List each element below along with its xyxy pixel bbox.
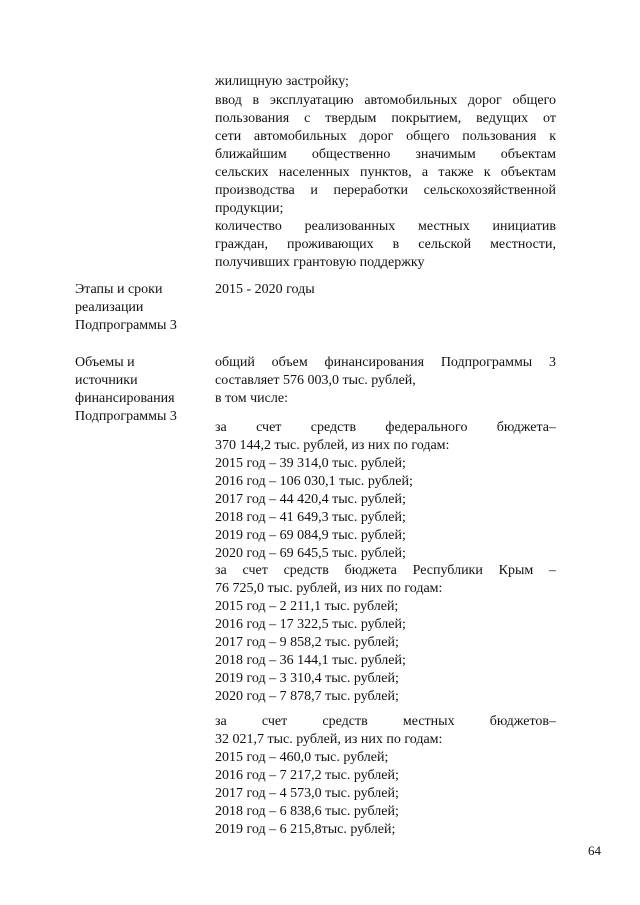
federal-year: 2016 год – 106 030,1 тыс. рублей; xyxy=(215,474,413,489)
stages-label-line: реализации xyxy=(75,300,144,315)
funding-total-line: составляет 576 003,0 тыс. рублей, xyxy=(215,373,416,388)
crimea-year: 2018 год – 36 144,1 тыс. рублей; xyxy=(215,653,406,668)
intro-line: ввод в эксплуатацию автомобильных дорог общего xyxy=(215,93,556,108)
crimea-year: 2019 год – 3 310,4 тыс. рублей; xyxy=(215,671,399,686)
intro-line: жилищную застройку; xyxy=(215,74,349,89)
federal-year: 2019 год – 69 084,9 тыс. рублей; xyxy=(215,528,406,543)
crimea-line: за счет средств бюджета Республики Крым – xyxy=(215,563,556,578)
funding-label-line: Подпрограммы 3 xyxy=(75,409,177,424)
funding-label-line: Объемы и xyxy=(75,355,135,370)
funding-total-line: в том числе: xyxy=(215,391,288,406)
intro-line: сельских населенных пунктов, а также к объектам xyxy=(215,165,556,180)
funding-total-line: общий объем финансирования Подпрограммы 3 xyxy=(215,355,556,370)
funding-label-line: финансирования xyxy=(75,391,175,406)
federal-year: 2017 год – 44 420,4 тыс. рублей; xyxy=(215,492,406,507)
intro-line: ближайшим общественно значимым объектам xyxy=(215,147,556,162)
crimea-year: 2016 год – 17 322,5 тыс. рублей; xyxy=(215,617,406,632)
intro-line: количество реализованных местных инициатив xyxy=(215,219,556,234)
intro-line: продукции; xyxy=(215,201,284,216)
crimea-line: 76 725,0 тыс. рублей, из них по годам: xyxy=(215,581,443,596)
intro-line: сети автомобильных дорог общего пользования к xyxy=(215,129,556,144)
intro-line: пользования с твердым покрытием, ведущих от xyxy=(215,111,556,126)
crimea-year: 2020 год – 7 878,7 тыс. рублей; xyxy=(215,689,399,704)
intro-line: получивших грантовую поддержку xyxy=(215,255,425,270)
crimea-year: 2017 год – 9 858,2 тыс. рублей; xyxy=(215,635,399,650)
local-year: 2018 год – 6 838,6 тыс. рублей; xyxy=(215,804,399,819)
stages-value: 2015 - 2020 годы xyxy=(215,282,315,297)
local-year: 2016 год – 7 217,2 тыс. рублей; xyxy=(215,768,399,783)
intro-line: производства и переработки сельскохозяйственной xyxy=(215,183,556,198)
federal-line: 370 144,2 тыс. рублей, из них по годам: xyxy=(215,438,450,453)
stages-label-line: Подпрограммы 3 xyxy=(75,318,177,333)
local-line: за счет средств местных бюджетов– xyxy=(215,714,556,729)
page-number: 64 xyxy=(588,843,601,858)
local-year: 2017 год – 4 573,0 тыс. рублей; xyxy=(215,786,399,801)
federal-year: 2015 год – 39 314,0 тыс. рублей; xyxy=(215,456,406,471)
intro-line: граждан, проживающих в сельской местности, xyxy=(215,237,556,252)
federal-line: за счет средств федерального бюджета– xyxy=(215,420,556,435)
local-year: 2015 год – 460,0 тыс. рублей; xyxy=(215,750,389,765)
federal-year: 2020 год – 69 645,5 тыс. рублей; xyxy=(215,546,406,561)
stages-label-line: Этапы и сроки xyxy=(75,282,163,297)
local-year: 2019 год – 6 215,8тыс. рублей; xyxy=(215,822,396,837)
local-line: 32 021,7 тыс. рублей, из них по годам: xyxy=(215,732,443,747)
crimea-year: 2015 год – 2 211,1 тыс. рублей; xyxy=(215,599,399,614)
federal-year: 2018 год – 41 649,3 тыс. рублей; xyxy=(215,510,406,525)
funding-label-line: источники xyxy=(75,373,138,388)
